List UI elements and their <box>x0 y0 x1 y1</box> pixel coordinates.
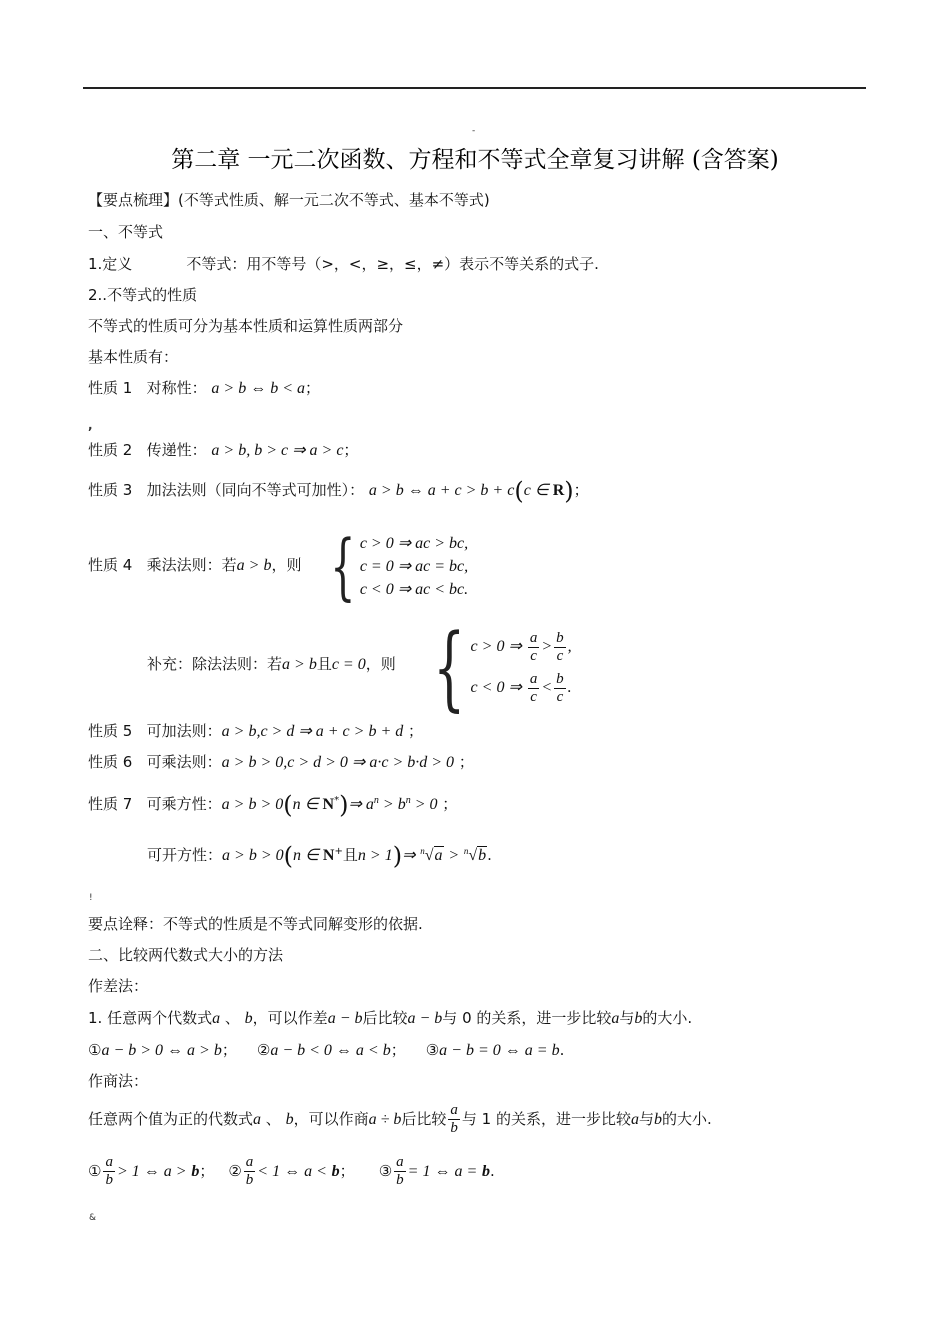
definition-text: 不等式：用不等号（>，<，≥，≤，≠）表示不等关系的式子. <box>186 255 599 273</box>
close-paren: ) <box>339 791 349 819</box>
close-paren: ) <box>564 477 574 505</box>
open-paren: ( <box>283 791 293 819</box>
property-2 <box>88 440 358 461</box>
property-6-label: 性质 6 <box>88 753 133 771</box>
difference-method-text: 1. 任意两个代数式a 、 b，可以作差a − b后比较a − b与 0 的关系，进一步比较a与b的大小. <box>88 1009 693 1027</box>
basic-properties-label: 基本性质有： <box>88 348 179 366</box>
property-7-label: 性质 7 <box>88 795 133 813</box>
real-set-symbol: R <box>552 482 565 499</box>
fraction-a-over-c: $\frac{a}{c}$ <box>529 630 538 664</box>
property-7-formula-c: > b <box>378 796 406 813</box>
key-note: 要点诠释：不等式的性质是不等式同解变形的依据. <box>88 915 423 933</box>
property-4-then: ，则 <box>271 556 302 574</box>
fraction-a-over-b: $\frac{a}{b}$ <box>396 1154 404 1188</box>
property-5-name: 可加法则： <box>146 722 222 740</box>
property-4 <box>88 555 301 576</box>
section-2-heading: 二、比较两代数式大小的方法 <box>88 946 284 964</box>
quotient-method-heading: 作商法： <box>88 1072 149 1090</box>
property-4-label: 性质 4 <box>88 556 133 574</box>
fraction-a-over-b: $\frac{a}{b}$ <box>245 1154 254 1188</box>
root-implies: ⇒ <box>402 847 416 864</box>
property-3-formula: a > b ⇔ a + c > b + c <box>368 482 515 499</box>
property-2-formula: a > b, b > c ⇒ a > c <box>211 442 344 459</box>
property-7-formula-a: a > b > 0 <box>221 796 284 813</box>
side-marker-2: ! <box>89 893 93 903</box>
division-cases <box>420 614 572 721</box>
top-marker: - <box>472 126 476 136</box>
property-5-formula: a > b,c > d ⇒ a + c > b + d <box>221 723 404 740</box>
property-6 <box>88 752 474 773</box>
division-rule-name: 补充：除法法则：若 <box>147 655 283 673</box>
radicand-a: a <box>434 847 443 864</box>
side-marker-1: , <box>88 418 93 432</box>
property-4-condition: a > b <box>236 557 272 574</box>
property-4-cases <box>320 524 469 608</box>
radical-sign: √ <box>468 847 478 864</box>
property-1-label: 性质 1 <box>88 379 133 397</box>
property-1 <box>88 378 320 399</box>
property-4-name: 乘法法则：若 <box>146 556 237 574</box>
root-property <box>147 841 492 870</box>
property-5-label: 性质 5 <box>88 722 133 740</box>
root-end: . <box>487 846 492 864</box>
root-paren-a: n ∈ <box>292 847 323 864</box>
definition-label: 1.定义 <box>88 255 133 273</box>
fraction-a-over-c: $\frac{a}{c}$ <box>529 671 538 705</box>
property-7-formula-d: > 0 <box>410 796 438 813</box>
property-2-name: 传递性： <box>146 441 207 459</box>
difference-method-heading: 作差法： <box>88 977 149 995</box>
left-brace: { <box>433 614 466 721</box>
property-5 <box>88 721 423 742</box>
division-condition-2: c = 0 <box>331 656 366 673</box>
property-7-name: 可乘方性： <box>146 795 222 813</box>
property-1-end: ； <box>305 379 321 397</box>
natural-set-symbol: N <box>322 847 335 864</box>
division-case-negative: c < 0 ⇒ $\frac{a}{c}$ < $\frac{b}{c}$ . <box>470 671 572 705</box>
property-7 <box>88 791 458 819</box>
property-1-name: 对称性： <box>146 379 207 397</box>
property-3-end: ； <box>573 481 589 499</box>
radicand-b: b <box>478 847 487 864</box>
set-superscript: + <box>334 846 343 857</box>
case-positive: c > 0 ⇒ ac > bc, <box>359 534 469 552</box>
page-title: 第二章 一元二次函数、方程和不等式全章复习讲解 (含答案) <box>171 147 779 173</box>
root-formula-a: a > b > 0 <box>222 847 284 864</box>
property-3-paren-content: c ∈ <box>523 482 553 499</box>
division-condition-1: a > b <box>282 656 317 673</box>
root-and: 且 <box>342 846 358 864</box>
intro-heading: 【要点梳理】(不等式性质、解一元二次不等式、基本不等式) <box>88 191 490 209</box>
left-brace: { <box>330 524 356 608</box>
open-paren: ( <box>514 477 524 505</box>
section-1-heading: 一、不等式 <box>88 223 164 241</box>
header-rule <box>83 87 866 89</box>
division-case-positive: c > 0 ⇒ $\frac{a}{c}$ > $\frac{b}{c}$ , <box>470 630 572 664</box>
division-and: 且 <box>316 655 332 673</box>
quotient-cases: ① $\frac{a}{b}$ > 1 ⇔ a > b； ② $\frac{a}{b}$ < 1 ⇔ a < b； ③ $\frac{a}{b}$ = 1 ⇔ a = b. <box>88 1154 495 1188</box>
power-n: n <box>405 795 411 806</box>
property-6-name: 可乘法则： <box>146 753 222 771</box>
division-rule <box>147 654 396 675</box>
root-relation: > <box>448 847 460 864</box>
fraction-a-over-b: $\frac{a}{b}$ <box>450 1102 458 1136</box>
property-1-formula: a > b ⇔ b < a <box>211 380 306 397</box>
property-7-paren: n ∈ <box>292 796 323 813</box>
power-n: n <box>373 795 379 806</box>
property-5-end: ； <box>408 722 424 740</box>
fraction-b-over-c: $\frac{b}{c}$ <box>556 671 564 705</box>
property-2-label: 性质 2 <box>88 441 133 459</box>
property-6-formula: a > b > 0,c > d > 0 ⇒ a·c > b·d > 0 <box>221 754 455 771</box>
quotient-method-text: 任意两个值为正的代数式a 、 b，可以作商a ÷ b后比较 $\frac{a}{b}$ 与 1 的关系，进一步比较a与b的大小. <box>88 1102 712 1136</box>
natural-set-symbol: N <box>322 796 335 813</box>
division-then: ，则 <box>365 655 396 673</box>
root-paren-c: n > 1 <box>357 847 393 864</box>
close-paren: ) <box>392 842 403 870</box>
fraction-b-over-c: $\frac{b}{c}$ <box>556 630 564 664</box>
definition <box>88 254 599 274</box>
property-3 <box>88 477 589 505</box>
case-negative: c < 0 ⇒ ac < bc. <box>359 580 469 598</box>
property-6-end: ； <box>458 753 474 771</box>
case-zero: c = 0 ⇒ ac = bc, <box>359 557 469 575</box>
difference-cases: ①a − b > 0 ⇔ a > b； ②a − b < 0 ⇔ a < b； ③a − b = 0 ⇔ a = b. <box>88 1041 565 1059</box>
properties-heading: 2..不等式的性质 <box>88 286 198 304</box>
open-paren: ( <box>283 842 293 870</box>
set-superscript: * <box>334 795 340 806</box>
radical-sign: √ <box>424 847 434 864</box>
root-index: n <box>463 846 469 856</box>
fraction-a-over-b: $\frac{a}{b}$ <box>105 1154 113 1188</box>
property-7-end: ； <box>442 795 458 813</box>
root-property-name: 可开方性： <box>147 846 223 864</box>
property-2-end: ； <box>343 441 359 459</box>
side-marker-3: & <box>89 1213 97 1223</box>
property-7-formula-b: ⇒ a <box>348 796 374 813</box>
property-3-name: 加法法则（同向不等式可加性）： <box>146 481 365 499</box>
root-index: n <box>420 846 425 856</box>
properties-intro: 不等式的性质可分为基本性质和运算性质两部分 <box>88 317 404 335</box>
property-3-label: 性质 3 <box>88 481 133 499</box>
